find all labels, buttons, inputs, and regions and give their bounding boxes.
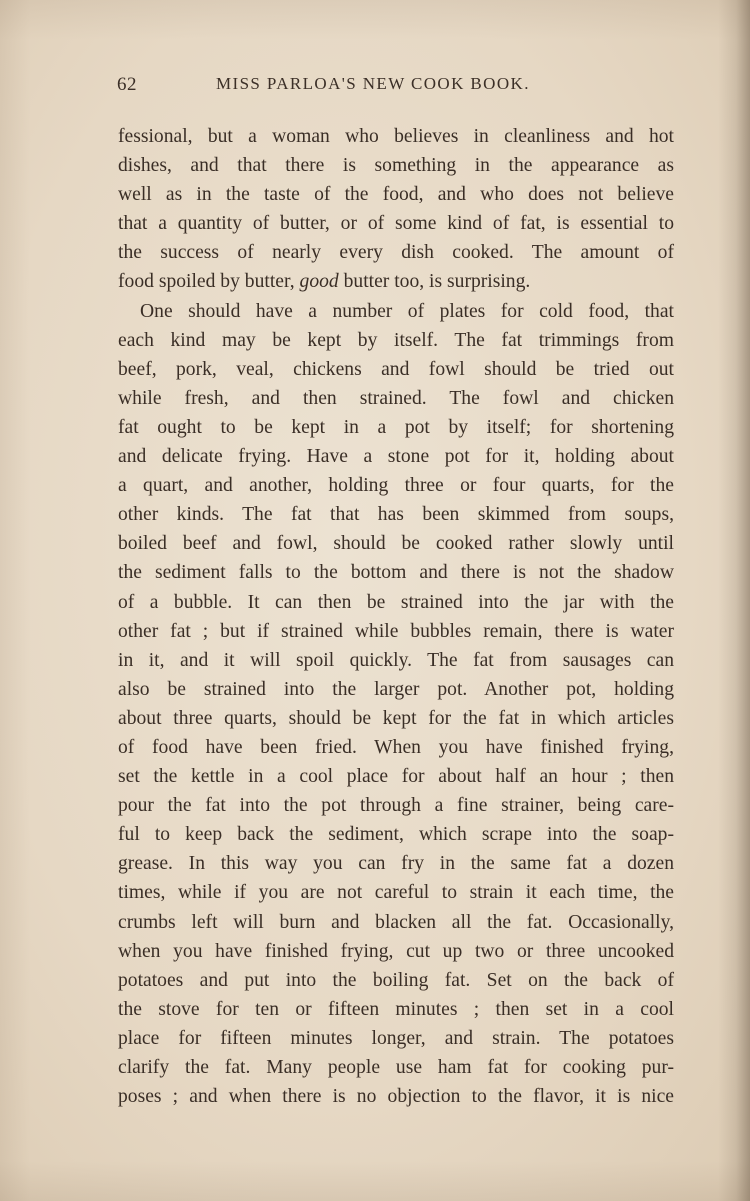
text-line: the stove for ten or fifteen minutes ; then set in a cool [118, 998, 674, 1020]
text-line: about three quarts, should be kept for the fat in which articles [118, 707, 674, 729]
text-line: One should have a number of plates for cold food, that [140, 300, 674, 322]
page-header [117, 74, 673, 100]
italic-word: good [299, 271, 339, 293]
text-line: that a quantity of butter, or of some kind of fat, is essential to [118, 213, 674, 235]
text-line: fessional, but a woman who believes in cleanliness and hot [118, 126, 674, 147]
text-line: fat ought to be kept in a pot by itself; for shortening [118, 416, 674, 438]
text-line: grease. In this way you can fry in the same fat a dozen [118, 853, 674, 875]
text-line: and delicate frying. Have a stone pot for it, holding about [118, 446, 674, 468]
text-line: crumbs left will burn and blacken all the fat. Occasionally, [118, 911, 674, 933]
text-line: boiled beef and fowl, should be cooked rather slowly until [118, 533, 674, 555]
text-line: of food have been fried. When you have finished frying, [118, 736, 674, 758]
text-line: place for fifteen minutes longer, and strain. The potatoes [118, 1027, 674, 1049]
running-title: MISS PARLOA'S NEW COOK BOOK. [216, 74, 530, 93]
text-line: other fat ; but if strained while bubbles remain, there is water [118, 620, 674, 642]
text-line: of a bubble. It can then be strained into the jar with the [118, 591, 674, 613]
text-line: the success of nearly every dish cooked. The amount of [118, 242, 674, 264]
text-line: well as in the taste of the food, and who does not believe [118, 184, 674, 206]
text-line: in it, and it will spoil quickly. The fat from sausages can [118, 649, 674, 671]
text-line: poses ; and when there is no objection to the flavor, it is nice [118, 1086, 674, 1108]
text-line: pour the fat into the pot through a fine strainer, being care- [118, 795, 674, 817]
page-number: 62 [117, 74, 137, 95]
text-line: times, while if you are not careful to strain it each time, the [118, 882, 674, 904]
text-line: other kinds. The fat that has been skimmed from soups, [118, 504, 674, 526]
body-text [118, 122, 674, 1111]
text-line: ful to keep back the sediment, which scrape into the soap- [118, 824, 674, 846]
text-line: beef, pork, veal, chickens and fowl should be tried out [118, 358, 674, 380]
text-line: while fresh, and then strained. The fowl and chicken [118, 387, 674, 409]
text-line: also be strained into the larger pot. Another pot, holding [118, 678, 674, 700]
text-line: a quart, and another, holding three or four quarts, for the [118, 475, 674, 497]
text-line: potatoes and put into the boiling fat. Set on the back of [118, 969, 674, 991]
text-line [118, 267, 674, 296]
text-line: when you have finished frying, cut up two or three uncooked [118, 940, 674, 962]
text-line: dishes, and that there is something in the appearance as [118, 155, 674, 177]
text-line: the sediment falls to the bottom and there is not the shadow [118, 562, 674, 584]
text-segment: butter too, is surprising. [338, 271, 531, 293]
text-line: set the kettle in a cool place for about half an hour ; then [118, 766, 674, 788]
paragraph-1 [118, 122, 674, 297]
text-line: clarify the fat. Many people use ham fat for cooking pur- [118, 1057, 674, 1078]
paragraph-2 [118, 297, 674, 1112]
text-line: each kind may be kept by itself. The fat trimmings from [118, 329, 674, 351]
text-segment: food spoiled by butter, [118, 271, 300, 293]
